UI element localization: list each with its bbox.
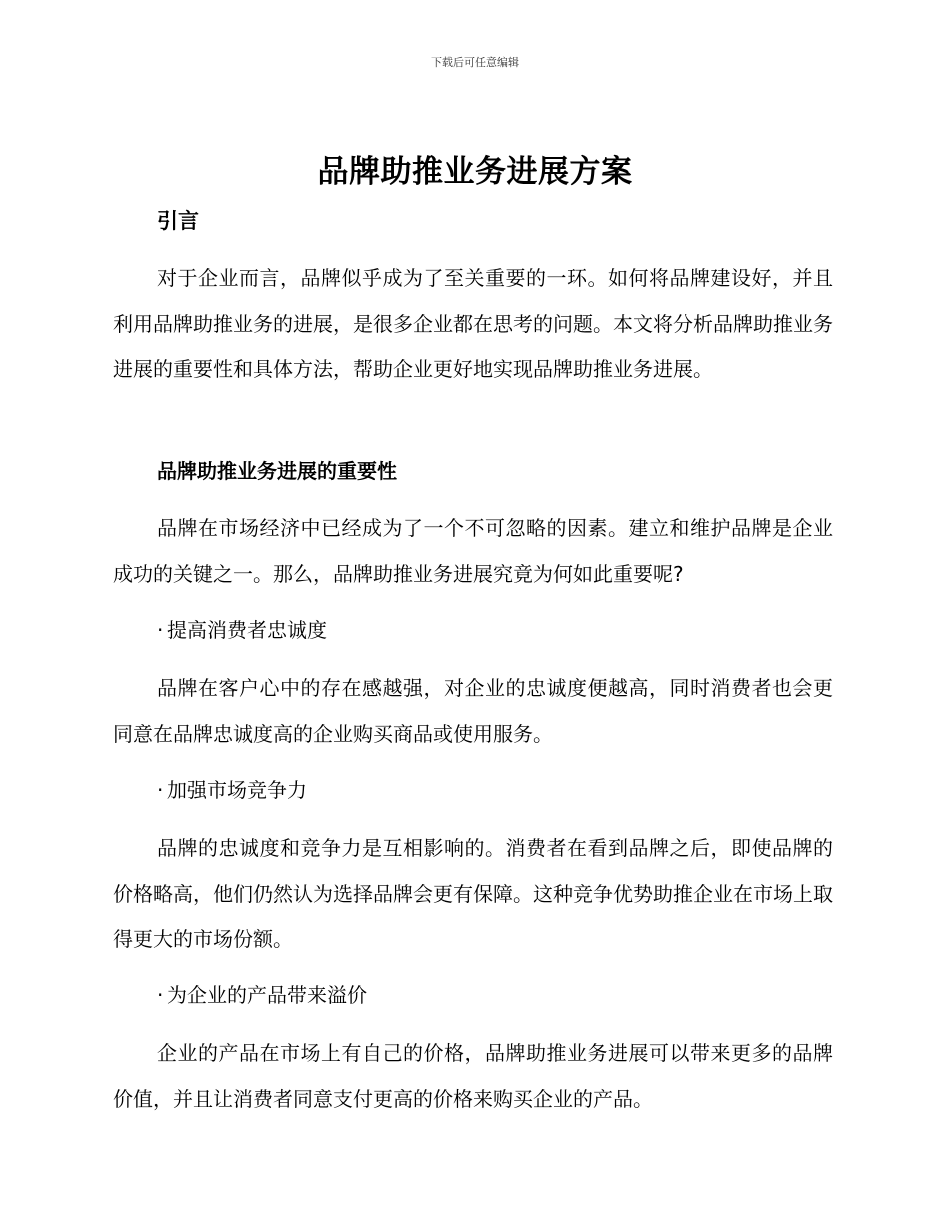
section-heading-intro: 引言 — [157, 209, 199, 233]
paragraph-importance: 品牌在市场经济中已经成为了一个不可忽略的因素。建立和维护品牌是企业成功的关键之一。那么，品牌助推业务进展究竟为何如此重要呢? — [113, 516, 833, 586]
bullet-item-premium — [157, 980, 367, 1010]
paragraph-intro: 对于企业而言，品牌似乎成为了至关重要的一环。如何将品牌建设好，并且利用品牌助推业务的进展，是很多企业都在思考的问题。本文将分析品牌助推业务进展的重要性和具体方法，帮助企业更好地实现品牌助推业务进展。 — [113, 266, 833, 381]
paragraph-competitiveness: 品牌的忠诚度和竞争力是互相影响的。消费者在看到品牌之后，即使品牌的价格略高，他们仍然认为选择品牌会更有保障。这种竞争优势助推企业在市场上取得更大的市场份额。 — [113, 836, 833, 951]
document-title: 品牌助推业务进展方案 — [317, 154, 633, 190]
bullet-item-loyalty — [157, 615, 327, 645]
paragraph-premium: 企业的产品在市场上有自己的价格，品牌助推业务进展可以带来更多的品牌价值，并且让消费者同意支付更高的价格来购买企业的产品。 — [113, 1041, 833, 1111]
bullet-dot: · — [157, 778, 164, 802]
bullet-dot: · — [157, 618, 164, 642]
bullet-item-competitiveness — [157, 775, 307, 805]
bullet-dot: · — [157, 983, 164, 1007]
header-note: 下载后可任意编辑 — [431, 56, 519, 69]
bullet-label: 为企业的产品带来溢价 — [167, 983, 367, 1007]
paragraph-loyalty: 品牌在客户心中的存在感越强，对企业的忠诚度便越高，同时消费者也会更同意在品牌忠诚度高的企业购买商品或使用服务。 — [113, 676, 833, 746]
bullet-label: 提高消费者忠诚度 — [167, 618, 327, 642]
section-heading-importance: 品牌助推业务进展的重要性 — [157, 459, 397, 483]
bullet-label: 加强市场竞争力 — [167, 778, 307, 802]
